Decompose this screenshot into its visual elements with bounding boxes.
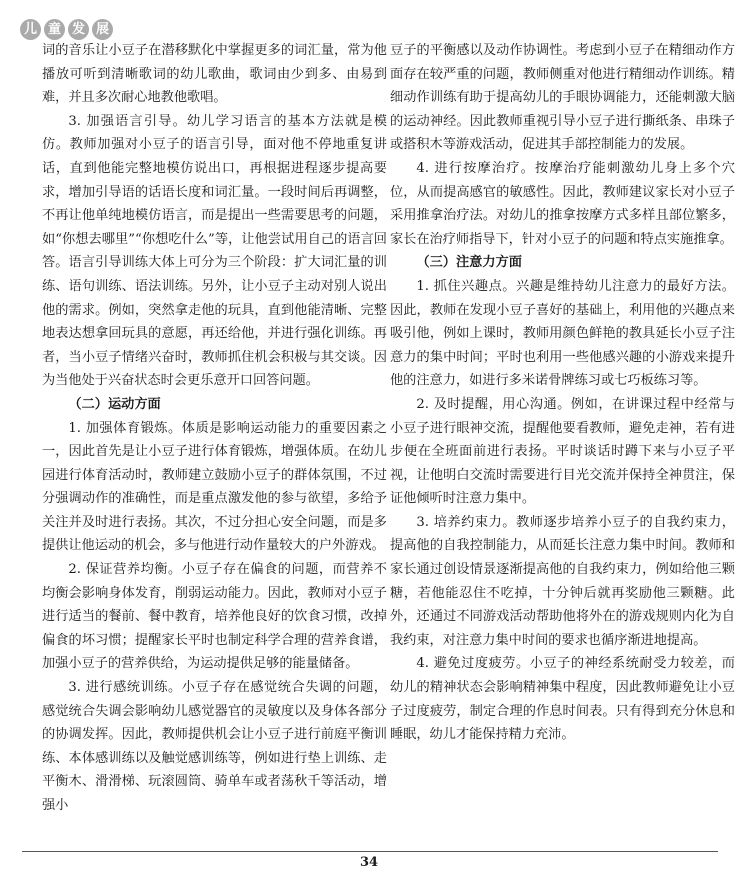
paragraph: 4. 避免过度疲劳。小豆子的神经系统耐受力较差，而幼儿的精神状态会影响精神集中程度，因此教师避免让小豆子过度疲劳，制定合理的作息时间表。只有得到充分休息和睡眠，幼儿才能保持精力充沛。 xyxy=(390,656,735,743)
paragraph: 豆子的平衡感以及动作协调性。考虑到小豆子在精细动作方面存在较严重的问题，教师侧重对他进行精细动作训练。精细动作训练有助于提高幼儿的手眼协调能力，还能刺激大脑的运动神经。因此教师重视引导小豆子进行撕纸条、串珠子或搭积木等游戏活动，促进其手部控制能力的发展。 xyxy=(390,43,735,153)
paragraph: 2. 及时提醒，用心沟通。例如，在讲课过程中经常与小豆子进行眼神交流，提醒他要看教师，避免走神，若有进步便在全班面前进行表扬。平时谈话时蹲下来与小豆子平视，让他明白交流时需要进行目光交流并保持全神贯注，保证他倾听时注意力集中。 xyxy=(390,396,735,507)
logo-char: 展 xyxy=(92,19,113,40)
logo-char: 儿 xyxy=(20,19,41,40)
paragraph: 2. 保证营养均衡。小豆子存在偏食的问题，而营养不均衡会影响身体发育，削弱运动能力。因此，教师对小豆子进行适当的餐前、餐中教育，培养他良好的饮食习惯，改掉偏食的坏习惯；提醒家长平时也制定科学合理的营养食谱，加强小豆子的营养供给，为运动提供足够的能量储备。 xyxy=(42,562,387,672)
paragraph: 4. 进行按摩治疗。按摩治疗能刺激幼儿身上多个穴位，从而提高感官的敏感性。因此，教师建议家长对小豆子采用推拿治疗法。对幼儿的推拿按摩方式多样且部位繁多，家长在治疗师指导下，针对小豆子的问题和特点实施推拿。 xyxy=(390,160,735,247)
logo-char: 童 xyxy=(44,19,65,40)
footer-divider xyxy=(22,851,718,852)
paragraph: 3. 培养约束力。教师逐步培养小豆子的自我约束力，提高他的自我控制能力，从而延长注意力集中时间。教师和家长通过创设情景逐渐提高他的自我约束力，例如给他三颗糖，若他能忍住不吃掉，十分钟后就再奖励他三颗糖。此外，还通过不同游戏活动帮助他将外在的游戏规则内化为自我约束，对注意力集中时间的要求也循序渐进地提高。 xyxy=(390,514,735,648)
paragraph: 3. 加强语言引导。幼儿学习语言的基本方法就是模仿。教师加强对小豆子的语言引导，面对他不停地重复讲话，直到他能完整地模仿说出口，再根据进程逐步提高要求，增加引导语的话语长度和词汇量。一段时间后再调整，不再让他单纯地模仿语言，而是提出一些需要思考的问题，如“你想去哪里”“你想吃什么”等，让他尝试用自己的语言回答。语言引导训练大体上可分为三个阶段：扩大词汇量的训练、语句训练、语法训练。另外，让小豆子主动对别人说出他的需求。例如，突然拿走他的玩具，直到他能清晰、完整地表达想拿回玩具的意愿，再还给他，并进行强化训练。再者，当小豆子情绪兴奋时，教师抓住机会积极与其交谈。因为当他处于兴奋状态时会更乐意开口回答问题。 xyxy=(42,113,387,389)
paragraph: 3. 进行感统训练。小豆子存在感觉统合失调的问题，感觉统合失调会影响幼儿感觉器官的灵敏度以及身体各部分的协调发挥。因此，教师提供机会让小豆子进行前庭平衡训练、本体感训练以及触觉感训练等，例如进行垫上训练、走平衡木、滑滑梯、玩滚圆筒、骑单车或者荡秋千等活动，增强小 xyxy=(42,680,387,813)
right-column xyxy=(390,39,735,747)
section-heading: （二）运动方面 xyxy=(68,396,161,412)
paragraph: 词的音乐让小豆子在潜移默化中掌握更多的词汇量，常为他播放可听到清晰歌词的幼儿歌曲，歌词由少到多、由易到难，并且多次耐心地教他歌唱。 xyxy=(42,43,387,106)
left-column xyxy=(42,39,387,818)
page-number: 34 xyxy=(359,855,379,870)
paragraph: 1. 加强体育锻炼。体质是影响运动能力的重要因素之一，因此首先是让小豆子进行体育锻炼，增强体质。在幼儿园进行体育活动时，教师建立鼓励小豆子的群体氛围，不过分强调动作的准确性，而是重点激发他的参与欲望，多给予关注并及时进行表扬。其次，不过分担心安全问题，而是多提供让他运动的机会，多与他进行动作量较大的户外游戏。 xyxy=(42,420,387,554)
paragraph: 1. 抓住兴趣点。兴趣是维持幼儿注意力的最好方法。因此，教师在发现小豆子喜好的基础上，利用他的兴趣点来吸引他，例如上课时，教师用颜色鲜艳的教具延长小豆子注意力的集中时间；平时也利用一些他感兴趣的小游戏来提升他的注意力，如进行多米诺骨牌练习或七巧板练习等。 xyxy=(390,278,735,389)
section-heading: （三）注意力方面 xyxy=(416,255,522,271)
logo-char: 发 xyxy=(68,19,89,40)
